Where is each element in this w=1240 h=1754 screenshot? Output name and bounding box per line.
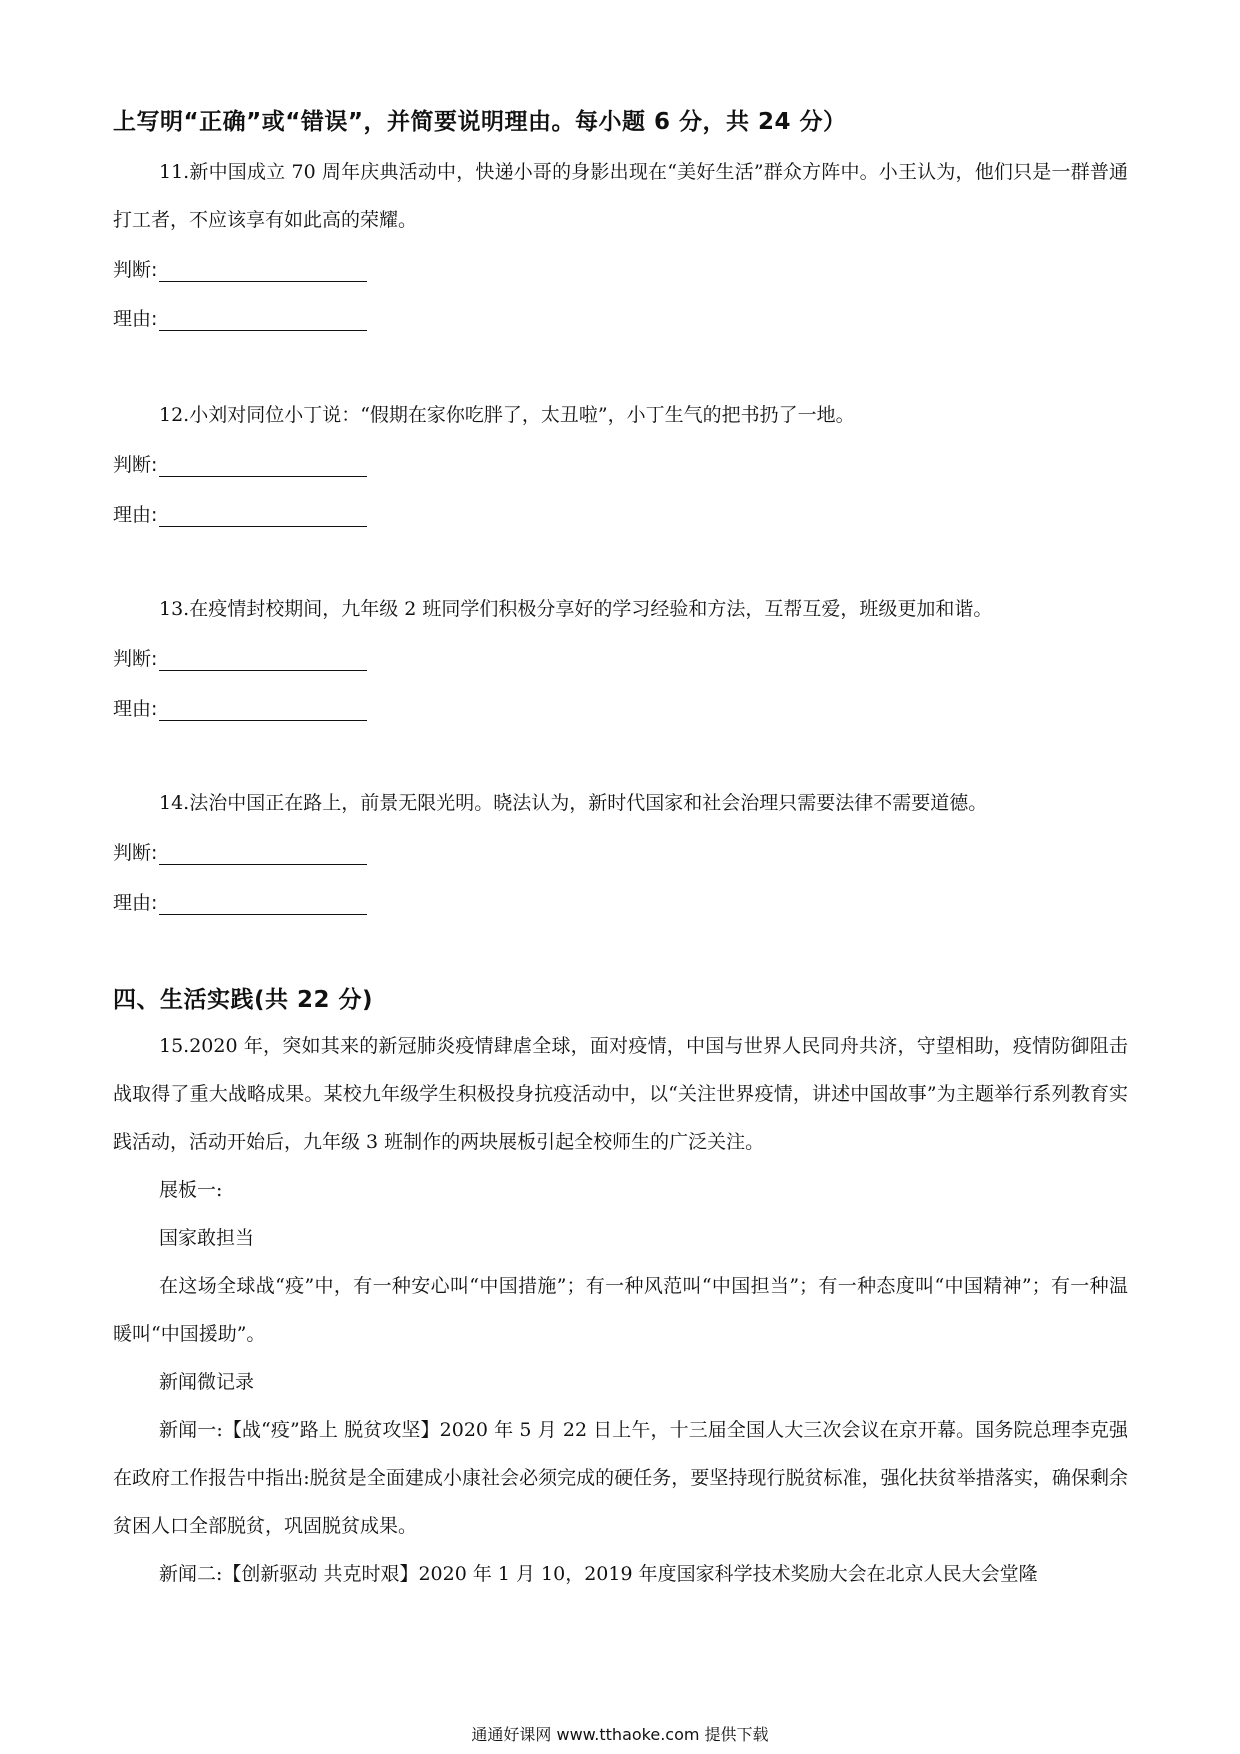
- question-12-reason-row: [113, 497, 367, 527]
- board-1-title: 国家敢担当: [159, 1227, 255, 1249]
- judge-label: 判断:: [113, 259, 158, 281]
- question-14-judge-field[interactable]: [159, 840, 367, 865]
- news-2: 新闻二:【创新驱动 共克时艰】2020 年 1 月 10，2019 年度国家科学技术奖励大会在北京人民大会堂隆: [159, 1563, 1038, 1585]
- section-4-heading: 四、生活实践(共 22 分): [113, 987, 374, 1013]
- question-14-judge-row: [113, 835, 367, 865]
- section-3-heading: 上写明“正确”或“错误”，并简要说明理由。每小题 6 分，共 24 分）: [113, 109, 847, 135]
- reason-label: 理由:: [113, 698, 158, 720]
- question-11-judge-row: [113, 252, 367, 282]
- question-13-judge-row: [113, 641, 367, 671]
- news-heading: 新闻微记录: [159, 1371, 255, 1393]
- question-13-judge-field[interactable]: [159, 646, 367, 671]
- question-12-text: 12.小刘对同位小丁说：“假期在家你吃胖了，太丑啦”，小丁生气的把书扔了一地。: [159, 404, 855, 426]
- question-12-reason-field[interactable]: [159, 502, 367, 527]
- question-13-reason-row: [113, 691, 367, 721]
- question-13-reason-field[interactable]: [159, 696, 367, 721]
- board-1-label: 展板一:: [159, 1179, 223, 1201]
- question-12-judge-field[interactable]: [159, 452, 367, 477]
- question-14-reason-row: [113, 885, 367, 915]
- question-13-text: 13.在疫情封校期间，九年级 2 班同学们积极分享好的学习经验和方法，互帮互爱，班级更加和谐。: [159, 598, 993, 620]
- question-12-judge-row: [113, 447, 367, 477]
- reason-label: 理由:: [113, 504, 158, 526]
- question-14-text: 14.法治中国正在路上，前景无限光明。晓法认为，新时代国家和社会治理只需要法律不需要道德。: [159, 792, 988, 814]
- question-14-reason-field[interactable]: [159, 890, 367, 915]
- question-15-intro: 15.2020 年，突如其来的新冠肺炎疫情肆虐全球，面对疫情，中国与世界人民同舟共济，守望相助，疫情防御阻击战取得了重大战略成果。某校九年级学生积极投身抗疫活动中，以“关注世界疫情，讲述中国故事”为主题举行系列教育实践活动，活动开始后，九年级 3 班制作的两块展板引起全校师生的广泛关注。: [113, 1035, 1128, 1153]
- footer-credit: 通通好课网 www.tthaoke.com 提供下载: [471, 1725, 769, 1744]
- news-1: 新闻一:【战“疫”路上 脱贫攻坚】2020 年 5 月 22 日上午，十三届全国人大三次会议在京开幕。国务院总理李克强在政府工作报告中指出:脱贫是全面建成小康社会必须完成的硬任务，要坚持现行脱贫标准，强化扶贫举措落实，确保剩余贫困人口全部脱贫，巩固脱贫成果。: [113, 1419, 1128, 1537]
- question-11-judge-field[interactable]: [159, 257, 367, 282]
- reason-label: 理由:: [113, 308, 158, 330]
- question-11-text: 11.新中国成立 70 周年庆典活动中，快递小哥的身影出现在“美好生活”群众方阵中。小王认为，他们只是一群普通打工者，不应该享有如此高的荣耀。: [113, 161, 1128, 231]
- judge-label: 判断:: [113, 648, 158, 670]
- judge-label: 判断:: [113, 454, 158, 476]
- board-1-text: 在这场全球战“疫”中，有一种安心叫“中国措施”；有一种风范叫“中国担当”；有一种态度叫“中国精神”；有一种温暖叫“中国援助”。: [113, 1275, 1128, 1345]
- judge-label: 判断:: [113, 842, 158, 864]
- question-11-reason-row: [113, 301, 367, 331]
- reason-label: 理由:: [113, 892, 158, 914]
- question-11-reason-field[interactable]: [159, 306, 367, 331]
